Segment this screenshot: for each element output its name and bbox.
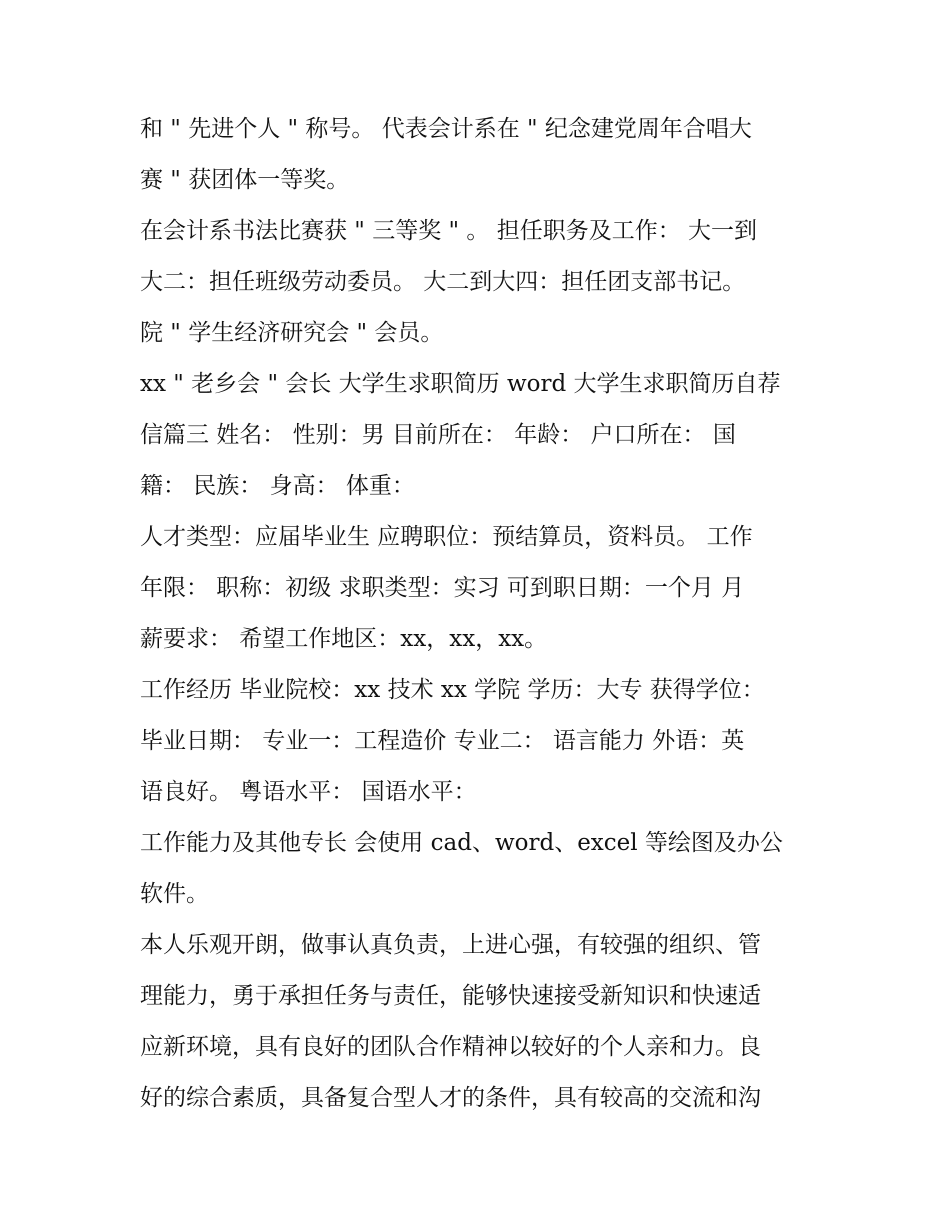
text-line: 人才类型：应届毕业生 应聘职位：预结算员，资料员。 工作: [140, 524, 753, 550]
text-line: xx " 老乡会 " 会长 大学生求职简历 word 大学生求职简历自荐: [140, 371, 781, 397]
text-line: 工作经历 毕业院校：xx 技术 xx 学院 学历：大专 获得学位：: [140, 677, 765, 703]
text-line: 籍： 民族： 身高： 体重：: [140, 473, 415, 499]
document-body: [140, 104, 830, 1124]
paragraph-self-evaluation: [140, 920, 830, 1124]
paragraph-personal-info: [140, 359, 830, 512]
text-line: 软件。: [140, 881, 209, 907]
paragraph-positions: [140, 206, 830, 359]
text-line: 理能力，勇于承担任务与责任，能够快速接受新知识和快速适: [140, 983, 761, 1009]
text-line: 年限： 职称：初级 求职类型：实习 可到职日期：一个月 月: [140, 575, 745, 601]
text-line: 在会计系书法比赛获 " 三等奖 " 。 担任职务及工作： 大一到: [140, 218, 758, 244]
text-line: 工作能力及其他专长 会使用 cad、word、excel 等绘图及办公: [140, 830, 783, 856]
text-line: 赛 " 获团体一等奖。: [140, 167, 350, 193]
paragraph-skills: [140, 818, 830, 920]
text-line: 薪要求： 希望工作地区：xx，xx，xx。: [140, 626, 548, 652]
text-line: 院 " 学生经济研究会 " 会员。: [140, 320, 444, 346]
text-line: 大二：担任班级劳动委员。 大二到大四：担任团支部书记。: [140, 269, 746, 295]
paragraph-job-intent: [140, 512, 830, 665]
text-line: 语良好。 粤语水平： 国语水平：: [140, 779, 477, 805]
text-line: 信篇三 姓名： 性别：男 目前所在： 年龄： 户口所在： 国: [140, 422, 736, 448]
text-line: 毕业日期： 专业一：工程造价 专业二： 语言能力 外语：英: [140, 728, 745, 754]
text-line: 本人乐观开朗，做事认真负责，上进心强，有较强的组织、管: [140, 932, 761, 958]
paragraph-honors: [140, 104, 830, 206]
paragraph-education: [140, 665, 830, 818]
text-line: 应新环境，具有良好的团队合作精神以较好的个人亲和力。良: [140, 1034, 761, 1060]
text-line: 好的综合素质，具备复合型人才的条件，具有较高的交流和沟: [140, 1085, 761, 1111]
text-line: 和 " 先进个人 " 称号。 代表会计系在 " 纪念建党周年合唱大: [140, 116, 752, 142]
